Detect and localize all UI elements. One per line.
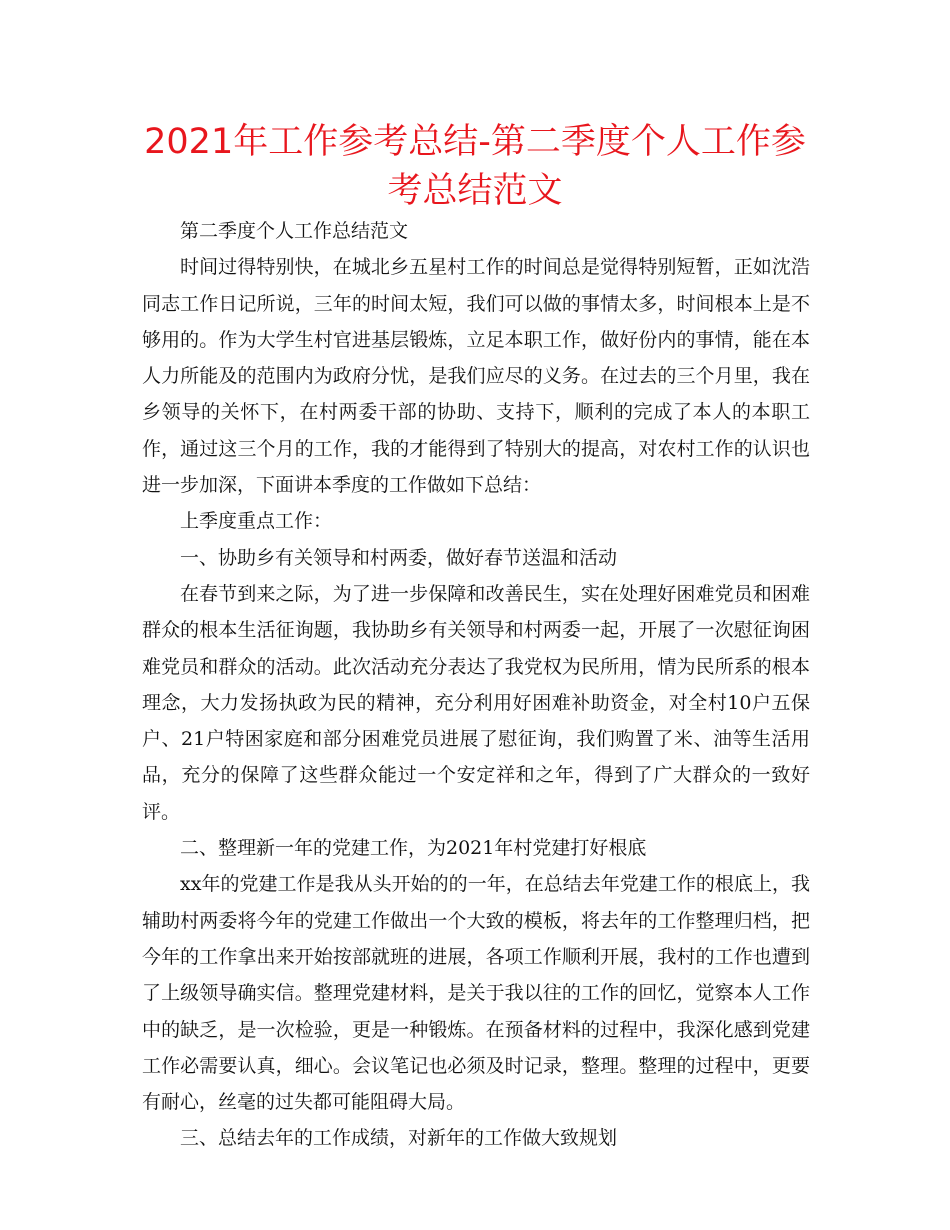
document-body [142,213,810,1157]
paragraph-subtitle: 第二季度个人工作总结范文 [180,220,409,242]
paragraph-item-2-heading: 二、整理新一年的党建工作，为2021年村党建打好根底 [180,837,647,860]
paragraph-item-3-heading: 三、总结去年的工作成绩，对新年的工作做大致规划 [180,1127,618,1150]
paragraph-intro: 时间过得特别快，在城北乡五星村工作的时间总是觉得特别短暂，正如沈浩同志工作日记所说，三年的时间太短，我们可以做的事情太多，时间根本上是不够用的。作为大学生村官进基层锻炼，立足本职工作，做好份内的事情，能在本人力所能及的范围内为政府分忧，是我们应尽的义务。在过去的三个月里，我在乡领导的关怀下，在村两委干部的协助、支持下，顺利的完成了本人的本职工作，通过这三个月的工作，我的才能得到了特别大的提高，对农村工作的认识也进一步加深，下面讲本季度的工作做如下总结： [142,256,810,497]
paragraph-item-2-body: xx年的党建工作是我从头开始的的一年，在总结去年党建工作的根底上，我辅助村两委将今年的党建工作做出一个大致的模板，将去年的工作整理归档，把今年的工作拿出来开始按部就班的进展，各项工作顺利开展，我村的工作也遭到了上级领导确实信。整理党建材料，是关于我以往的工作的回忆，觉察本人工作中的缺乏，是一次检验，更是一种锻炼。在预备材料的过程中，我深化感到党建工作必需要认真，细心。会议笔记也必须及时记录，整理。整理的过程中，更要有耐心，丝毫的过失都可能阻碍大局。 [142,873,810,1114]
paragraph-section-heading: 上季度重点工作： [180,510,333,533]
paragraph-item-1-heading: 一、协助乡有关领导和村两委，做好春节送温和活动 [180,546,618,569]
document-title: 2021年工作参考总结-第二季度个人工作参考总结范文 [144,122,806,211]
paragraph-item-1-body: 在春节到来之际，为了进一步保障和改善民生，实在处理好困难党员和困难群众的根本生活征询题，我协助乡有关领导和村两委一起，开展了一次慰征询困难党员和群众的活动。此次活动充分表达了我党权为民所用，情为民所系的根本理念，大力发扬执政为民的精神，充分利用好困难补助资金，对全村10户五保户、21户特困家庭和部分困难党员进展了慰征询，我们购置了米、油等生活用品，充分的保障了这些群众能过一个安定祥和之年，得到了广大群众的一致好评。 [142,582,810,823]
